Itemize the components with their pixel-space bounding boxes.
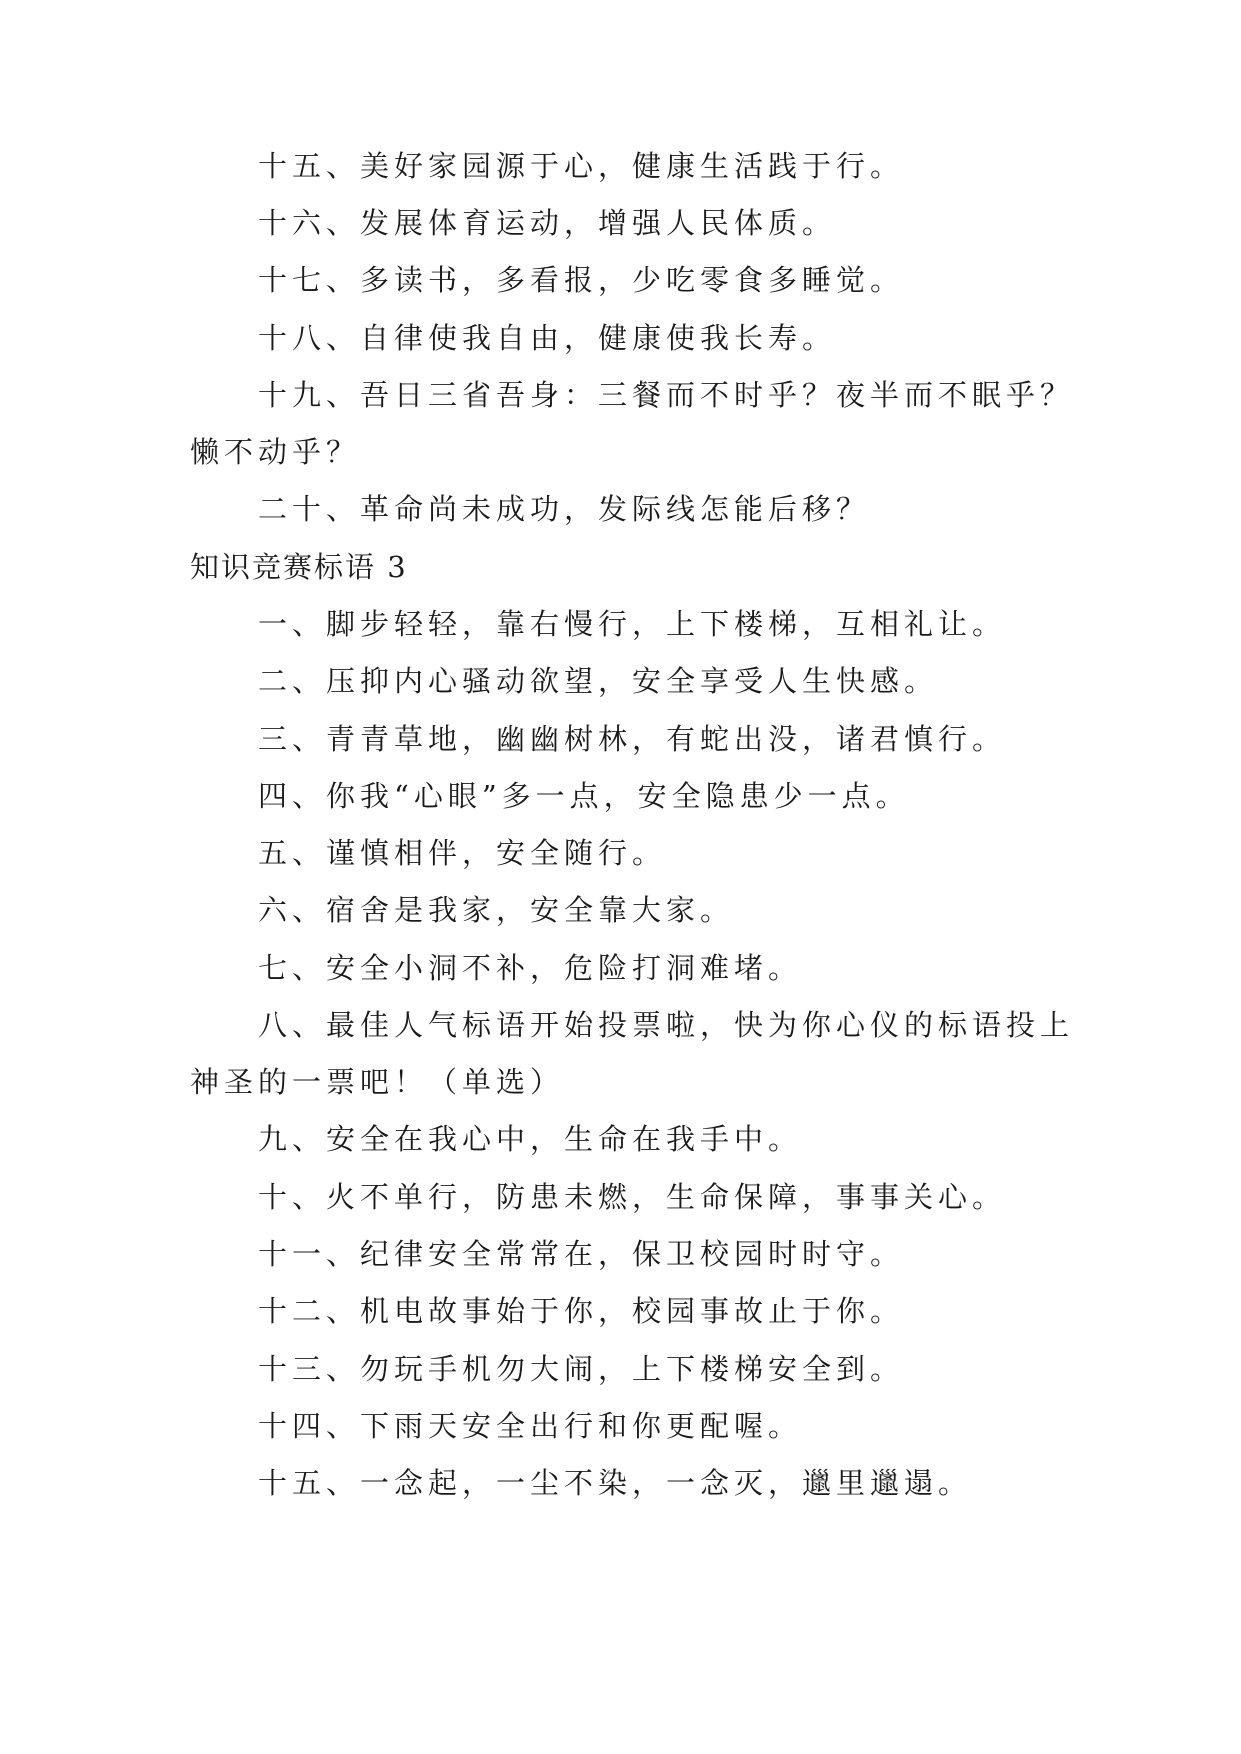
slogan-item-14: 十四、下雨天安全出行和你更配喔。 <box>258 1409 803 1443</box>
slogan-item-16: 十六、发展体育运动，增强人民体质。 <box>258 206 837 240</box>
slogan-item-11: 十一、纪律安全常常在，保卫校园时时守。 <box>258 1237 905 1271</box>
slogan-item-6: 六、宿舍是我家，安全靠大家。 <box>258 893 735 927</box>
slogan-item-17: 十七、多读书，多看报，少吃零食多睡觉。 <box>258 263 905 297</box>
slogan-item-2: 二、压抑内心骚动欲望，安全享受人生快感。 <box>258 664 939 698</box>
slogan-item-15b: 十五、一念起，一尘不染，一念灭，邋里邋遢。 <box>258 1466 973 1500</box>
slogan-item-7: 七、安全小洞不补，危险打洞难堵。 <box>258 951 803 985</box>
slogan-item-4: 四、你我“心眼”多一点，安全隐患少一点。 <box>258 779 910 813</box>
section-heading: 知识竞赛标语 3 <box>190 550 408 584</box>
slogan-item-5: 五、谨慎相伴，安全随行。 <box>258 836 667 870</box>
slogan-item-9: 九、安全在我心中，生命在我手中。 <box>258 1122 803 1156</box>
slogan-item-20: 二十、革命尚未成功，发际线怎能后移？ <box>258 492 871 526</box>
slogan-item-15: 十五、美好家园源于心，健康生活践于行。 <box>258 149 905 183</box>
slogan-item-8-line2: 神圣的一票吧！（单选） <box>190 1065 565 1099</box>
slogan-item-12: 十二、机电故事始于你，校园事故止于你。 <box>258 1294 905 1328</box>
slogan-item-19-line1: 十九、吾日三省吾身：三餐而不时乎？夜半而不眠乎？ <box>258 378 1075 412</box>
slogan-item-3: 三、青青草地，幽幽树林，有蛇出没，诸君慎行。 <box>258 722 1007 756</box>
slogan-item-18: 十八、自律使我自由，健康使我长寿。 <box>258 321 837 355</box>
slogan-item-1: 一、脚步轻轻，靠右慢行，上下楼梯，互相礼让。 <box>258 607 1007 641</box>
slogan-item-13: 十三、勿玩手机勿大闹，上下楼梯安全到。 <box>258 1352 905 1386</box>
slogan-item-19-line2: 懒不动乎？ <box>190 435 361 469</box>
slogan-item-8-line1: 八、最佳人气标语开始投票啦，快为你心仪的标语投上 <box>258 1008 1075 1042</box>
slogan-item-10: 十、火不单行，防患未燃，生命保障，事事关心。 <box>258 1180 1007 1214</box>
